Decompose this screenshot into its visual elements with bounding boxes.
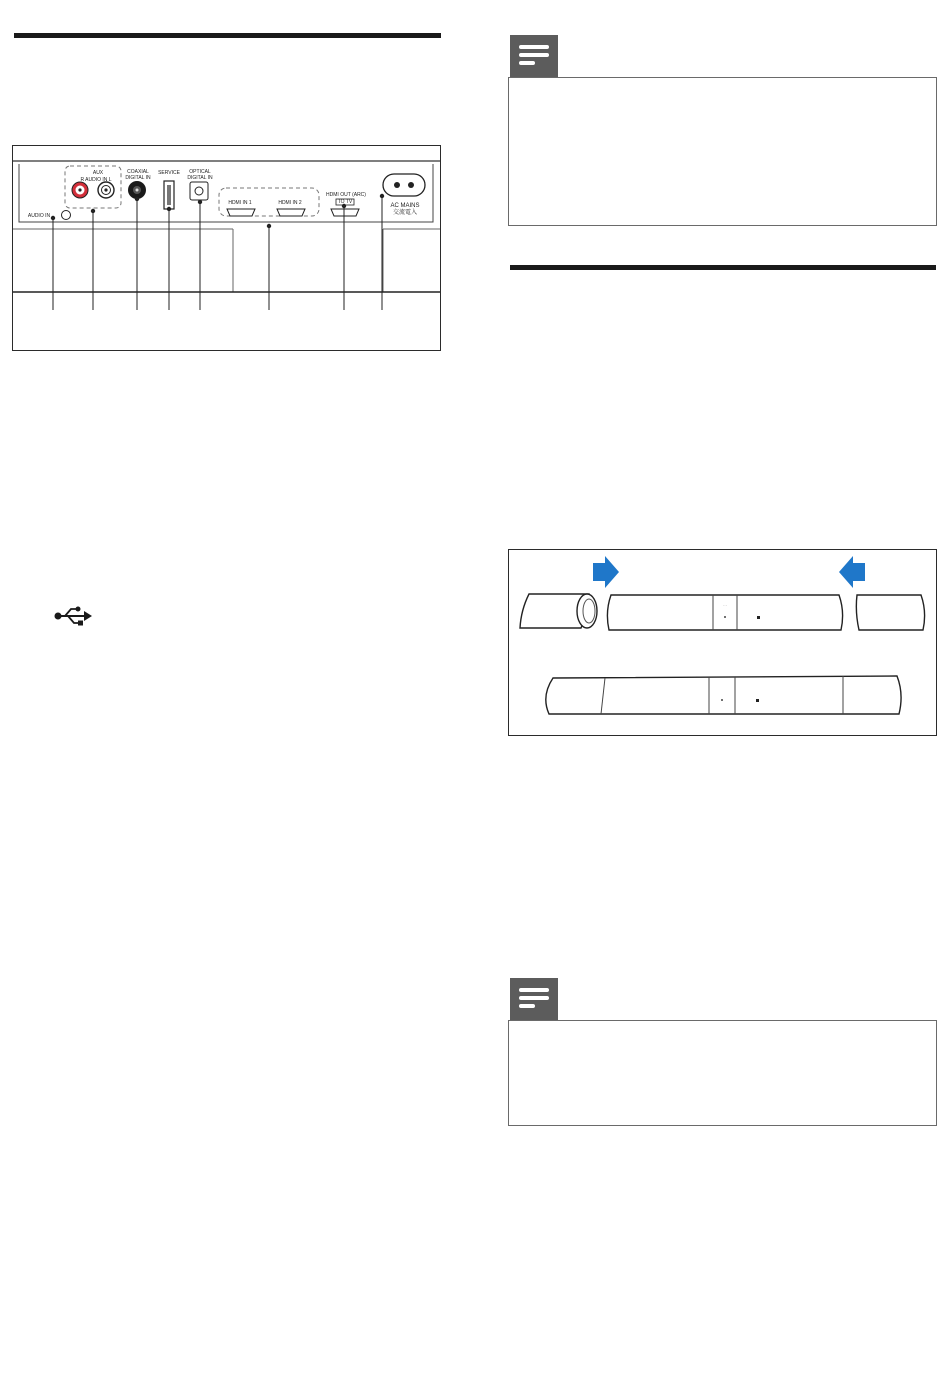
svg-text:· ·: · · — [723, 604, 727, 608]
optical-label: OPTICAL — [189, 169, 211, 175]
hdmi-out-sub-label: TO TV — [337, 199, 353, 205]
optical-sub-label: DIGITAL IN — [187, 175, 213, 181]
coaxial-sub-label: DIGITAL IN — [125, 175, 151, 181]
connector-panel-figure — [12, 145, 441, 351]
ac-mains-label: AC MAINS — [390, 203, 420, 209]
usb-icon — [53, 605, 93, 627]
arrow-right-icon — [593, 556, 619, 588]
hdmi-out-label: HDMI OUT (ARC) — [326, 192, 366, 198]
audio-in-label: AUDIO IN — [27, 213, 51, 219]
speaker-attach-figure — [508, 549, 937, 736]
note-icon — [510, 978, 558, 1020]
service-label: SERVICE — [158, 170, 180, 176]
note-icon — [510, 35, 558, 77]
note-box-bottom — [508, 1020, 937, 1126]
note-box-top — [508, 77, 937, 226]
aux-sub-label: R AUDIO IN L — [80, 177, 112, 183]
right-section-heading-rule — [510, 265, 936, 270]
coaxial-label: COAXIAL — [127, 169, 149, 175]
left-section-heading-rule — [14, 33, 441, 38]
arrow-left-icon — [839, 556, 865, 588]
ac-mains-sub-label: 交流電入 — [392, 210, 417, 216]
aux-label: AUX — [92, 170, 104, 176]
speaker-attach-drawing — [509, 550, 936, 735]
hdmi-in-2-label: HDMI IN 2 — [278, 200, 302, 206]
hdmi-in-1-label: HDMI IN 1 — [228, 200, 252, 206]
